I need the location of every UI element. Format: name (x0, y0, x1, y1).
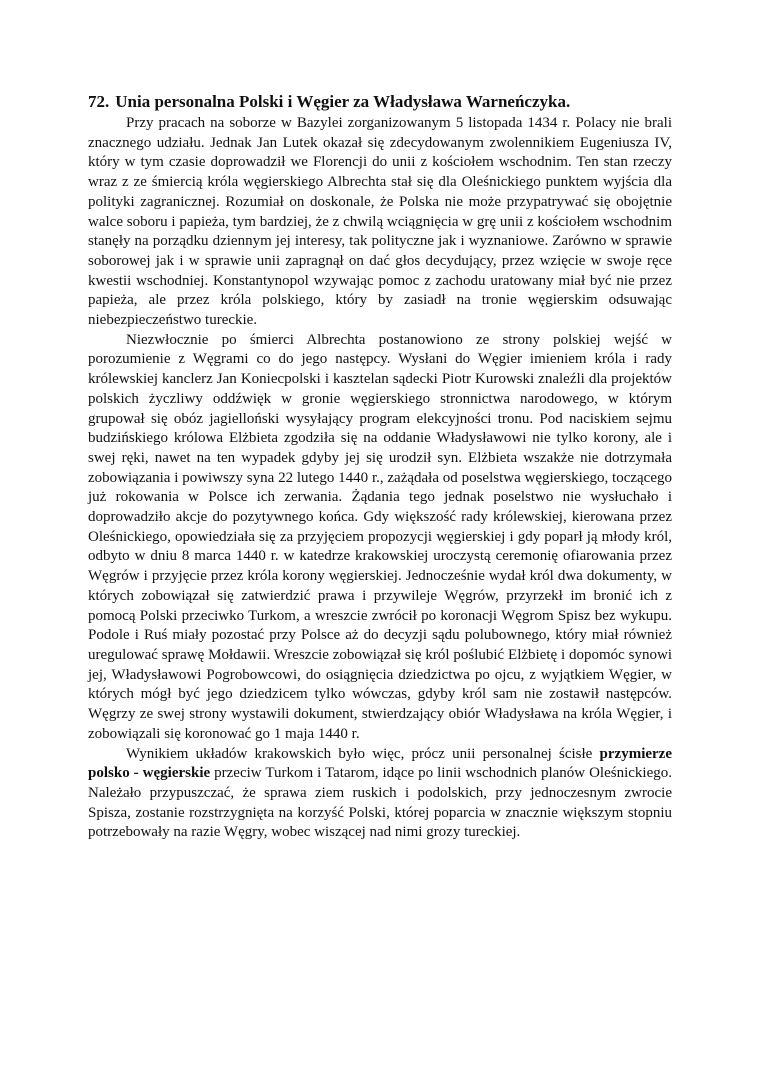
paragraph-3-text-after: przeciw Turkom i Tatarom, idące po linii wschodnich planów Oleśnickiego. Należało przypuszczać, że sprawa ziem ruskich i podolskich, przy jednoczesnym zwrocie Spisza, zostanie rozstrzygnięta na korzyść Polski, której poparcia w znacznie większym stopniu potrzebowały na razie Węgry, wobec wiszącej nad nimi grozy tureckiej. (88, 765, 672, 841)
paragraph-3 (88, 745, 672, 844)
section-title (88, 92, 672, 112)
paragraph-2: Niezwłocznie po śmierci Albrechta postanowiono ze strony polskiej wejść w porozumienie z Węgrami co do jego następcy. Wysłani do Węgier imieniem króla i rady królewskiej kanclerz Jan Koniecpolski i kasztelan sądecki Piotr Kurowski znaleźli dla projektów polskich życzliwy oddźwięk w gronie węgierskiego stronnictwa narodowego, w którym grupował się obóz jagielloński wysyłający program elekcyjności tronu. Pod naciskiem sejmu budzińskiego królowa Elżbieta zgodziła się na oddanie Władysławowi nie tylko korony, ale i swej ręki, nawet na ten wypadek gdyby jej się urodził syn. Elżbieta wszakże nie dotrzymała zobowiązania i powiwszy syna 22 lutego 1440 r., zażądała od poselstwa węgierskiego, toczącego już rokowania w Polsce ich zerwania. Żądania tego jednak poselstwo nie wysłuchało i doprowadziło akcje do pozytywnego końca. Gdy większość rady królewskiej, kierowana przez Oleśnickiego, opowiedziała się za przyjęciem propozycji węgierskiej i gdy poparł ją młody król, odbyto w dniu 8 marca 1440 r. w katedrze krakowskiej uroczystą ceremonię ofiarowania przez Węgrów i przyjęcie przez króla korony węgierskiej. Jednocześnie wydał król dwa dokumenty, w których zobowiązał się zatwierdzić prawa i przywileje Węgrów, przyrzekł im bronić ich z pomocą Polski przeciwko Turkom, a wreszcie zwrócił po koronacji Węgrom Spisz bez wykupu. Podole i Ruś miały pozostać przy Polsce aż do decyzji sądu polubownego, który miał również uregulować sprawę Mołdawii. Wreszcie zobowiązał się król poślubić Elżbietę i dopomóc synowi jej, Władysławowi Pogrobowcowi, do osiągnięcia dziedzictwa po ojcu, z wyjątkiem Węgier, w których mógł być jego dziedzicem tylko wówczas, gdyby król sam nie zostawił następców. Węgrzy ze swej strony wystawili dokument, stwierdzający obiór Władysława na króla Węgier, i zobowiązali się koronować go 1 maja 1440 r. (88, 331, 672, 742)
paragraph-3-bold-phrase: przymierze polsko - węgierskie (88, 745, 672, 782)
paragraph-3-text-before: Wynikiem układów krakowskich było więc, prócz unii personalnej ścisłe (126, 745, 600, 762)
section-number: 72. (88, 92, 110, 111)
section-title-text: Unia personalna Polski i Węgier za Władysława Warneńczyka. (115, 92, 571, 111)
paragraph-1: Przy pracach na soborze w Bazylei zorganizowanym 5 listopada 1434 r. Polacy nie brali znacznego udziału. Jednak Jan Lutek okazał się zdecydowanym zwolennikiem Eugeniusza IV, który w tym czasie doprowadził we Florencji do unii z kościołem wschodnim. Ten stan rzeczy wraz z ze śmiercią króla węgierskiego Albrechta stał się dla Oleśnickiego punktem wyjścia dla polityki zagranicznej. Rozumiał on doskonale, że Polska nie może przypatrywać się obojętnie walce soboru i papieża, tym bardziej, że z chwilą wciągnięcia w grę unii z kościołem wschodnim stanęły na porządku dziennym jej interesy, tak polityczne jak i wyznaniowe. Zarówno w sprawie soborowej jak i w sprawie unii zapragnął on dać głos decydujący, przez wzięcie w swoje ręce kwestii wschodniej. Konstantynopol wzywając pomoc z zachodu uratowany miał być nie przez papieża, ale przez króla polskiego, który by zasiadł na tronie węgierskim odsuwając niebezpieczeństwo tureckie. (88, 115, 672, 329)
document-page (88, 92, 672, 843)
